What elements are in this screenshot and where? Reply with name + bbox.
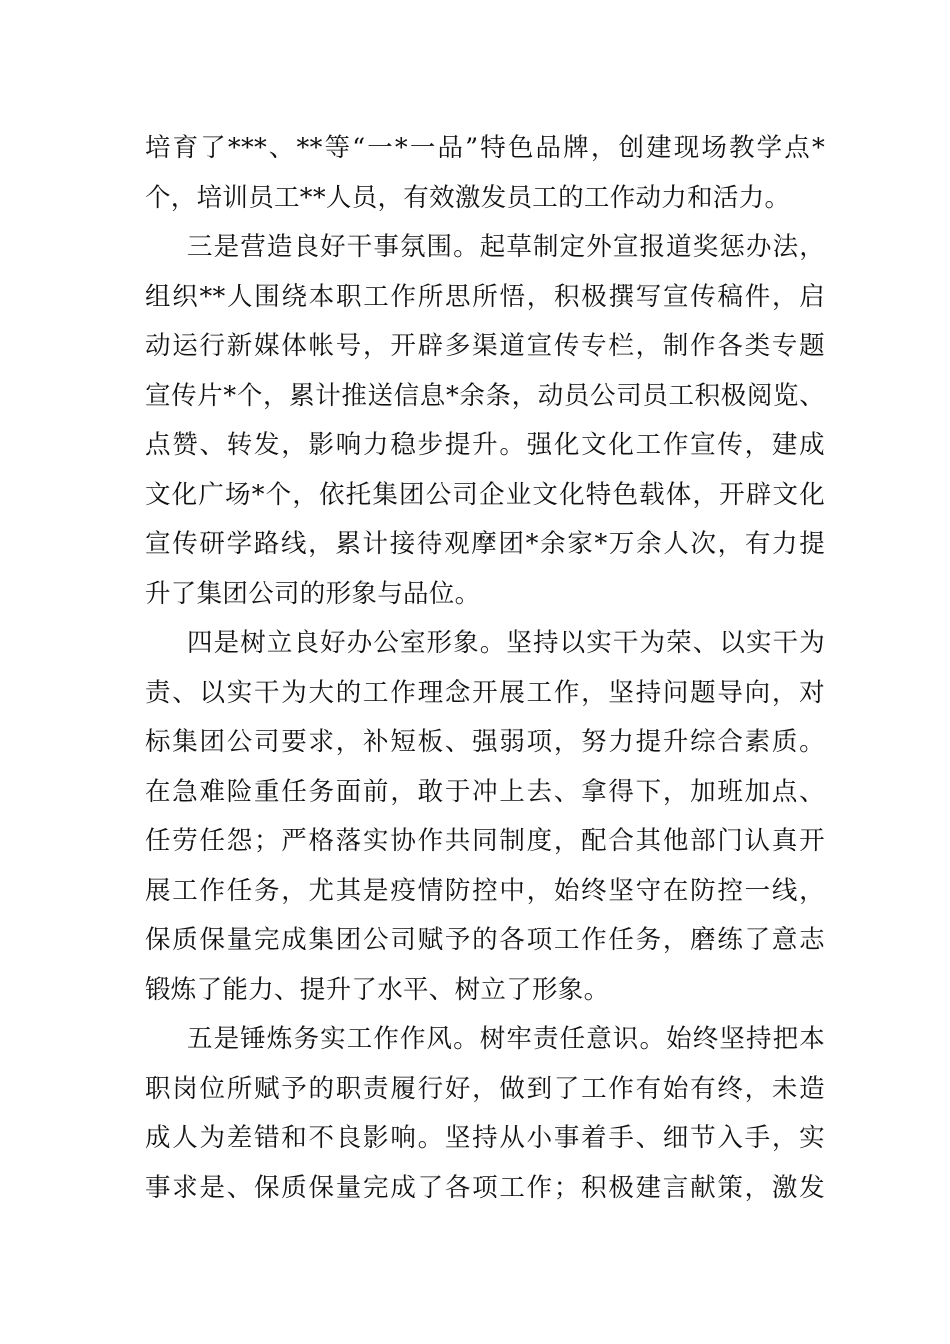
document-body-text [145, 124, 825, 1213]
paragraph-first-line: 三是营造良好干事氛围。起草制定外宣报道奖惩办法， [187, 232, 825, 262]
text-line: 动运行新媒体帐号，开辟多渠道宣传专栏，制作各类专题 [145, 331, 825, 361]
text-line: 展工作任务，尤其是疫情防控中，始终坚守在防控一线， [145, 875, 825, 906]
text-line: 成人为差错和不良影响。坚持从小事着手、细节入手，实 [145, 1123, 825, 1153]
paragraph-first-line: 五是锤炼务实工作作风。树牢责任意识。始终坚持把本 [187, 1024, 825, 1054]
paragraph-first-line: 四是树立良好办公室形象。坚持以实干为荣、以实干为 [187, 628, 825, 658]
text-line: 组织**人围绕本职工作所思所悟，积极撰写宣传稿件，启 [145, 281, 825, 312]
text-line: 保质保量完成集团公司赋予的各项工作任务，磨练了意志 [145, 925, 825, 955]
text-line: 宣传片*个，累计推送信息*余条，动员公司员工积极阅览、 [145, 380, 825, 411]
text-line: 宣传研学路线，累计接待观摩团*余家*万余人次，有力提 [145, 529, 825, 559]
text-line: 职岗位所赋予的职责履行好，做到了工作有始有终，未造 [145, 1073, 825, 1104]
text-line: 培育了***、**等“一*一品”特色品牌，创建现场教学点* [145, 133, 825, 163]
text-line: 任劳任怨；严格落实协作共同制度，配合其他部门认真开 [145, 826, 825, 856]
text-line: 事求是、保质保量完成了各项工作；积极建言献策，激发 [145, 1172, 825, 1203]
text-line: 个，培训员工**人员，有效激发员工的工作动力和活力。 [145, 182, 791, 213]
text-line: 升了集团公司的形象与品位。 [145, 578, 481, 609]
text-line: 标集团公司要求，补短板、强弱项，努力提升综合素质。 [145, 727, 825, 757]
text-line: 文化广场*个，依托集团公司企业文化特色载体，开辟文化 [145, 479, 825, 510]
text-line: 点赞、转发，影响力稳步提升。强化文化工作宣传，建成 [145, 430, 825, 460]
text-line: 锻炼了能力、提升了水平、树立了形象。 [145, 974, 610, 1005]
text-line: 责、以实干为大的工作理念开展工作，坚持问题导向，对 [145, 677, 825, 708]
text-line: 在急难险重任务面前，敢于冲上去、拿得下，加班加点、 [145, 776, 825, 807]
